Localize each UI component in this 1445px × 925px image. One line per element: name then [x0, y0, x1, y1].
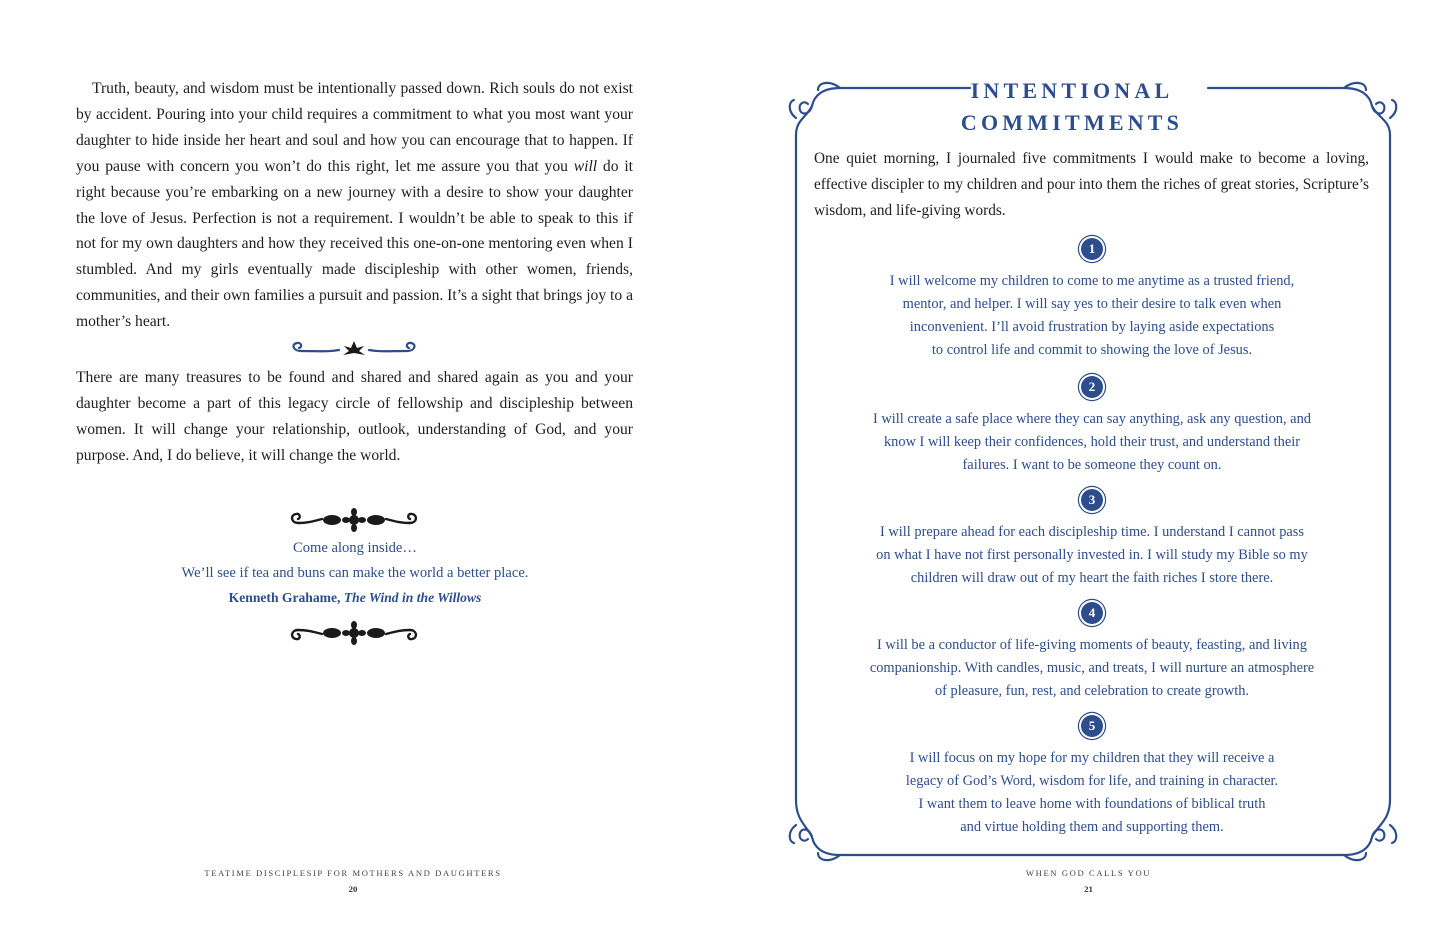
page-number: 20: [348, 884, 358, 894]
body-paragraph-1: Truth, beauty, and wisdom must be intentionally passed down. Rich souls do not exist by accident. Pouring into your child requires a commitment to what you most want your daughter to hide inside her heart and soul and how you can encourage that to happen. If you pause with concern you won’t do this right, let me assure you that you will do it right because you’re embarking on a new journey with a desire to show your daughter the love of Jesus. Perfection is not a requirement. I wouldn’t be able to speak to this if not for my own daughters and how they received this one-on-one mentoring even when I stumbled. And my girls eventually made discipleship with other women, friends, communities, and their own families a pursuit and passion. It’s a sight that brings joy to a mother’s heart.: [76, 80, 633, 331]
box-title-line-2: COMMITMENTS: [960, 110, 1184, 135]
swirl-divider-icon: [289, 338, 419, 360]
number-badge: 5: [1081, 715, 1103, 737]
intro-paragraph: One quiet morning, I journaled five commitments I would make to become a loving, effective discipler to my children and pour into them the riches of great stories, Scripture’s wisdom, and life-giving words.: [814, 150, 1369, 219]
commitment-text: I will focus on my hope for my children that they will receive a legacy of God’s Word, wisdom for life, and training in character. I want them to leave home with foundations of biblical truth and virtue holding them and supporting them.: [905, 750, 1279, 835]
flourish-ornament-icon: [288, 620, 420, 646]
running-footer: TEATIME DISCIPLESIP FOR MOTHERS AND DAUGHTERS: [204, 868, 502, 878]
right-page: [722, 0, 1445, 925]
number-badge: 3: [1081, 489, 1103, 511]
commitment-text: I will create a safe place where they can say anything, ask any question, and know I will keep their confidences, hold their trust, and understand their failures. I want to be someone they count on.: [873, 411, 1311, 473]
quote-work-title: The Wind in the Willows: [343, 590, 482, 605]
quote-attribution: Kenneth Grahame, The Wind in the Willows: [228, 590, 482, 605]
commitment-text: I will prepare ahead for each discipleship time. I understand I cannot pass on what I have not first personally invested in. I will study my Bible so my children will draw out of my heart the faith riches I store there.: [876, 524, 1308, 586]
quote-line-2: We’ll see if tea and buns can make the world a better place.: [181, 565, 529, 581]
running-footer: WHEN GOD CALLS YOU: [1025, 868, 1152, 878]
number-badge: 2: [1081, 376, 1103, 398]
emphasis-will: will: [573, 157, 598, 175]
commitment-text: I will be a conductor of life-giving moments of beauty, feasting, and living companionship. With candles, music, and treats, I will nurture an atmosphere of pleasure, fun, rest, and celebration to create growth.: [869, 637, 1315, 699]
flourish-ornament-icon: [288, 507, 420, 533]
number-badge: 4: [1081, 602, 1103, 624]
left-page: [0, 0, 722, 925]
number-badge: 1: [1081, 238, 1103, 260]
quote-line-1: Come along inside…: [292, 540, 418, 556]
box-title-line-1: INTENTIONAL: [970, 78, 1174, 103]
body-paragraph-2: There are many treasures to be found and shared and shared again as you and your daughter become a part of this legacy circle of fellowship and discipleship between women. It will change your relationship, outlook, understanding of God, and your purpose. And, I do believe, it will change the world.: [76, 369, 633, 464]
commitment-text: I will welcome my children to come to me anytime as a trusted friend, mentor, and helper. I will say yes to their desire to talk even when inconvenient. I’ll avoid frustration by laying aside expectations to control life and commit to showing the love of Jesus.: [889, 273, 1295, 358]
page-number: 21: [1084, 884, 1093, 894]
